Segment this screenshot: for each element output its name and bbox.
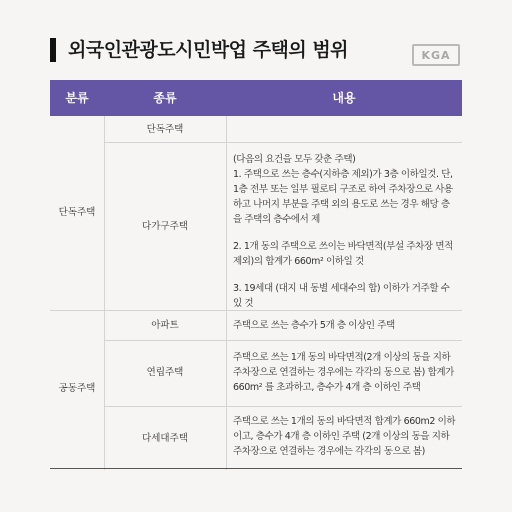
header-content: 내용: [332, 91, 356, 105]
table-bottom-border: [50, 468, 462, 469]
condition-1: 1. 주택으로 쓰는 층수(지하층 제외)가 3층 이하일것. 단, 1층 전부 또는 일부 필로티 구조로 하여 주차장으로 사용하고 나머지 부분을 주택 외의 용도로 쓰는 경우 해당 층을 주택의 층수에서 제: [233, 169, 453, 225]
divider: [104, 406, 462, 407]
kind-multiplex-house: 다세대주택: [142, 433, 188, 444]
kind-apartment: 아파트: [151, 320, 179, 331]
table-header: [50, 80, 462, 116]
divider: [226, 116, 227, 470]
condition-2: 2. 1개 동의 주택으로 쓰이는 바닥면적(부설 주차장 면적 제외)의 합계가 660m² 이하일 것: [233, 241, 453, 267]
content-apartment: 주택으로 쓰는 층수가 5개 층 이상인 주택: [233, 320, 395, 331]
condition-3: 3. 19세대 (대지 내 동별 세대수의 합) 이하가 거주할 수 있 것: [233, 283, 450, 309]
header-type: 종류: [153, 91, 177, 105]
kind-row-house: 연립주택: [146, 367, 184, 378]
group-multi-housing: 공동주택: [58, 383, 96, 394]
housing-table: [50, 116, 462, 470]
divider: [104, 340, 462, 341]
page-title: 외국인관광도시민박업 주택의 범위: [68, 39, 349, 61]
group-single-housing: 단독주택: [58, 207, 96, 218]
header-category: 분류: [65, 91, 89, 105]
kind-multi-family-house: 다가구주택: [142, 221, 188, 232]
kind-detached-house: 단독주택: [146, 124, 184, 135]
divider: [104, 116, 105, 470]
condition-intro: (다음의 요건을 모두 갖춘 주택): [233, 154, 356, 165]
title-accent-bar: [50, 38, 56, 62]
content-multi-family-house: [233, 152, 458, 311]
divider: [104, 142, 462, 143]
content-row-house: 주택으로 쓰는 1개 동의 바닥면적(2개 이상의 동을 지하주차장으로 연결하는 경우에는 각각의 동으로 봄) 합계가 660m² 를 초과하고, 층수가 4개 층 이하인 주택: [233, 352, 454, 393]
kga-logo: KGA: [412, 44, 460, 66]
content-multiplex-house: 주택으로 쓰는 1개의 동의 바닥면적 합계가 660m2 이하 이고, 층수가 4개 층 이하인 주택 (2개 이상의 동을 지하주차장으로 연결하는 경우에는 각각의 동으로 봄): [233, 416, 456, 457]
